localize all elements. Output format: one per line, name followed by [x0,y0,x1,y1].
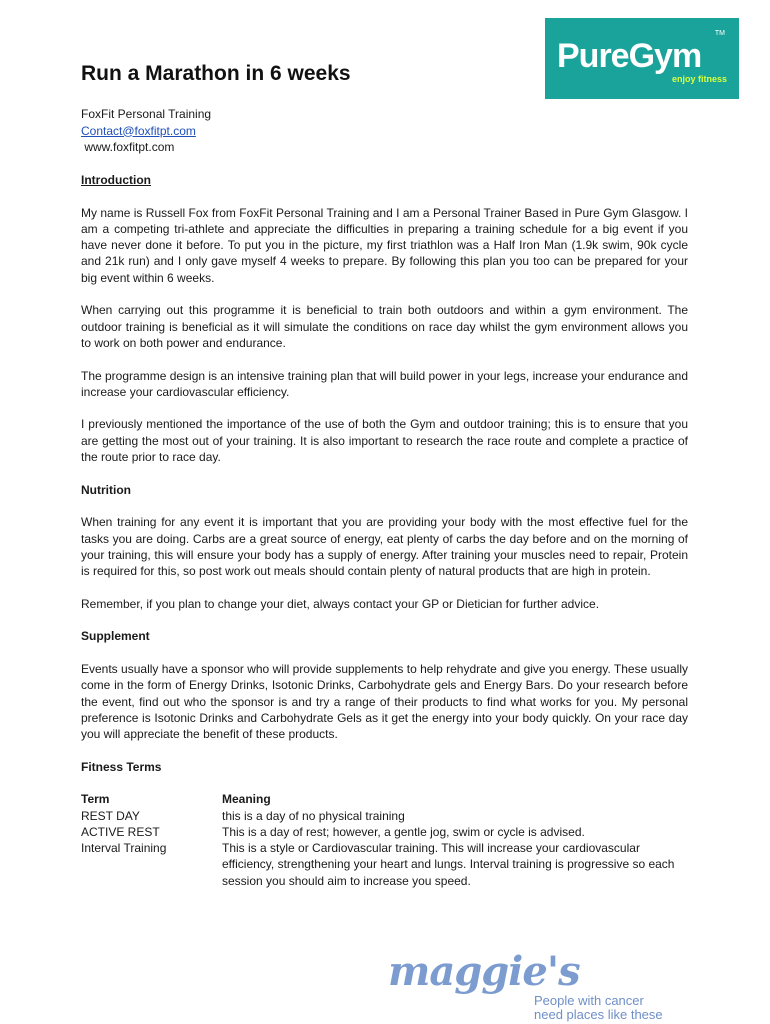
term-cell: REST DAY [81,808,140,823]
term-cell: ACTIVE REST [81,824,160,839]
meaning-cell: this is a day of no physical training [222,808,405,823]
puregym-logo [545,18,739,99]
website-text: www.foxfitpt.com [81,140,175,154]
puregym-logo-tagline: enjoy fitness [671,74,727,84]
introduction-paragraph-4: I previously mentioned the importance of the use of both the Gym and outdoor training; this is to ensure that you are getting the most out of your training. It is also important to research the race route and complete a practice of the route prior to race day. [81,417,688,465]
puregym-logo-name: PureGym [557,37,702,75]
contact-block [81,106,211,156]
maggies-logo-tagline [534,994,663,1021]
meaning-column-header: Meaning [222,792,271,807]
document-body [81,172,688,889]
puregym-logo-tm: TM [714,30,725,37]
nutrition-heading: Nutrition [81,482,131,497]
supplement-heading: Supplement [81,629,150,644]
term-cell: Interval Training [81,841,167,856]
fitness-terms-table [81,791,688,889]
email-link[interactable]: Contact@foxfitpt.com [81,123,196,138]
meaning-cell: This is a style or Cardiovascular training. This will increase your cardiovascular efficiency, strengthening your heart and lungs. Interval training is progressive so each session you should aim to increase you speed. [222,841,675,888]
introduction-paragraph-3: The programme design is an intensive training plan that will build power in your legs, increase your endurance and increase your cardiovascular efficiency. [81,368,689,399]
term-column-header: Term [81,792,110,807]
company-name: FoxFit Personal Training [81,107,212,121]
page-title: Run a Marathon in 6 weeks [81,62,351,85]
nutrition-paragraph-1: When training for any event it is important that you are providing your body with the most effective fuel for the tasks you are doing. Carbs are a great source of energy, eat plenty of carbs the day before and on the morning of your training, this will ensure your body has a supply of energy. After training your muscles need to repair, Protein is required for this, so post work out meals should contain plenty of natural products that are high in protein. [81,515,688,579]
meaning-cell: This is a day of rest; however, a gentle jog, swim or cycle is advised. [222,824,585,839]
supplement-paragraph-1: Events usually have a sponsor who will provide supplements to help rehydrate and give you energy. These usually come in the form of Energy Drinks, Isotonic Drinks, Carbohydrate gels and Energy Bars. Do your research before the event, find out who the sponsor is and try a range of their products to find what works for you. My personal preference is Isotonic Drinks and Carbohydrate Gels as it get the energy into your body quickly. On your race day you will appreciate the benefit of these products. [81,661,688,742]
nutrition-paragraph-2: Remember, if you plan to change your diet, always contact your GP or Dietician for further advice. [81,596,600,611]
maggies-logo [388,950,698,1022]
introduction-paragraph-2: When carrying out this programme it is beneficial to train both outdoors and within a gym environment. The outdoor training is beneficial as it will simulate the conditions on race day whilst the gym environment allows you to work on both power and endurance. [81,303,688,350]
maggies-tagline-line-2: need places like these [534,1006,663,1022]
maggies-logo-name: maggie's [388,948,580,995]
introduction-heading: Introduction [81,173,151,187]
fitness-terms-heading: Fitness Terms [81,759,162,774]
introduction-paragraph-1: My name is Russell Fox from FoxFit Personal Training and I am a Personal Trainer Based in Pure Gym Glasgow. I am a competing tri-athlete and appreciate the difficulties in preparing a training schedule for a big event if you have never done it before. To put you in the picture, my first triathlon was a Half Iron Man (1.9k swim, 90k cycle and 21k run) and I only gave myself 4 weeks to prepare. By following this plan you too can be prepared for your big event within 6 weeks. [81,205,688,285]
maggies-tagline-line-1: People with cancer [534,993,644,1008]
